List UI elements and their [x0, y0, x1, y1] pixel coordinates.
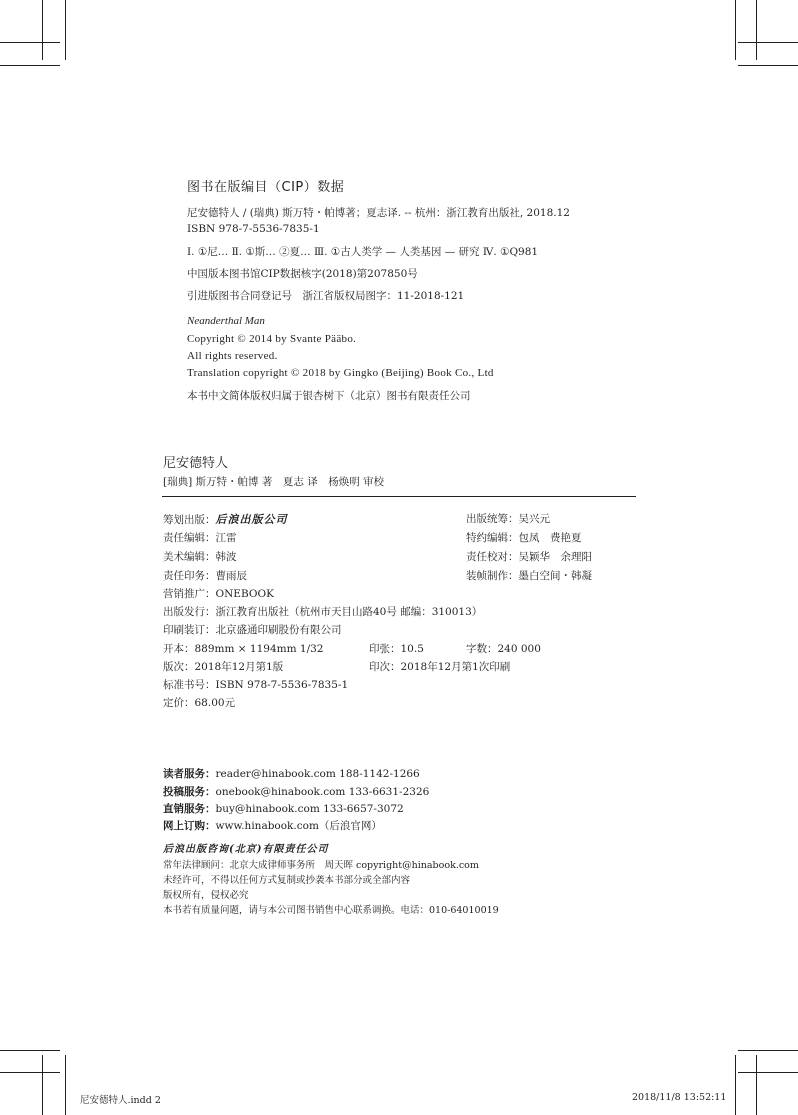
planner-row [163, 511, 288, 527]
crop-mark-top-left-h2 [0, 65, 60, 66]
legal-line-1: 常年法律顾问：北京大成律师事务所 周天晖 copyright@hinabook.com [163, 860, 479, 871]
divider-line [162, 496, 636, 497]
crop-mark-top-left-v [42, 0, 43, 60]
crop-mark-top-right-v2 [756, 0, 757, 60]
hinabook-logo: 后浪出版公司 [215, 513, 288, 526]
price-info: 定价：68.00元 [163, 697, 236, 709]
crop-mark-bottom-left-v2 [65, 1055, 66, 1115]
credit-left-3: 责任印务：曹雨辰 [163, 570, 247, 582]
planner-label: 筹划出版： [163, 514, 216, 526]
credit-left-4: 营销推广：ONEBOOK [163, 588, 274, 600]
crop-mark-top-right-v [735, 0, 736, 60]
words-info: 字数：240 000 [466, 643, 541, 655]
cip-line-1: 尼安德特人 / (瑞典) 斯万特・帕博著；夏志译. -- 杭州：浙江教育出版社, 2018.12 [187, 207, 570, 219]
crop-mark-top-right-h [738, 42, 798, 43]
crop-mark-top-right-h2 [738, 65, 798, 66]
credit-left-6: 印刷装订：北京盛通印刷股份有限公司 [163, 624, 342, 636]
crop-mark-top-left-v2 [65, 0, 66, 60]
crop-mark-bottom-right-v [735, 1055, 736, 1115]
legal-line-2: 未经许可，不得以任何方式复制或抄袭本书部分或全部内容 [163, 875, 411, 886]
crop-mark-bottom-right-h [738, 1050, 798, 1051]
crop-mark-bottom-right-h2 [738, 1072, 798, 1073]
service-value: onebook@hinabook.com 133-6631-2326 [215, 786, 430, 798]
crop-mark-top-left-h [0, 42, 60, 43]
service-label: 读者服务： [163, 768, 216, 780]
english-title: Neanderthal Man [187, 315, 265, 327]
legal-line-3: 版权所有，侵权必究 [163, 890, 249, 901]
service-value: buy@hinabook.com 133-6657-3072 [215, 803, 404, 815]
crop-mark-bottom-left-h [0, 1050, 60, 1051]
hinabook-consulting-logo: 后浪出版咨询(北京)有限责任公司 [163, 844, 329, 855]
credit-left-2: 美术编辑：韩波 [163, 551, 237, 563]
sheets-info: 印张：10.5 [369, 643, 424, 655]
english-line-2: All rights reserved. [187, 350, 278, 362]
service-row-submission [163, 784, 429, 799]
credit-right-4: 装帧制作：墨白空间・韩凝 [466, 570, 592, 582]
cip-line-3: Ⅰ. ①尼… Ⅱ. ①斯… ②夏… Ⅲ. ①古人类学 — 人类基因 — 研究 Ⅳ. ①Q981 [187, 246, 539, 258]
crop-mark-bottom-left-v [42, 1055, 43, 1115]
edition-info: 版次：2018年12月第1版 [163, 661, 284, 673]
service-row-direct [163, 801, 404, 816]
format-info: 开本：889mm × 1194mm 1/32 [163, 643, 324, 655]
crop-mark-bottom-right-v2 [756, 1055, 757, 1115]
cip-line-2: ISBN 978-7-5536-7835-1 [187, 223, 320, 235]
service-value: reader@hinabook.com 188-1142-1266 [215, 768, 420, 780]
cip-heading: 图书在版编目（CIP）数据 [187, 180, 345, 195]
cip-line-4: 中国版本图书馆CIP数据核字(2018)第207850号 [187, 268, 418, 280]
book-title: 尼安德特人 [163, 456, 229, 471]
service-row-online [163, 818, 382, 833]
english-line-1: Copyright © 2014 by Svante Pääbo. [187, 333, 357, 345]
service-label: 网上订购： [163, 820, 216, 832]
service-value: www.hinabook.com（后浪官网） [215, 820, 382, 832]
service-row-reader [163, 766, 420, 781]
printing-info: 印次：2018年12月第1次印刷 [369, 661, 511, 673]
isbn-info: 标准书号：ISBN 978-7-5536-7835-1 [163, 679, 349, 691]
credit-right-1: 出版统筹：吴兴元 [466, 513, 550, 525]
cip-line-5: 引进版图书合同登记号 浙江省版权局图字：11-2018-121 [187, 290, 465, 302]
file-slug: 尼安德特人.indd 2 [80, 1095, 161, 1106]
service-label: 直销服务： [163, 803, 216, 815]
service-label: 投稿服务： [163, 786, 216, 798]
legal-line-4: 本书若有质量问题，请与本公司图书销售中心联系调换。电话：010-64010019 [163, 905, 499, 916]
book-authors: [瑞典] 斯万特・帕博 著 夏志 译 杨焕明 审校 [163, 476, 385, 488]
rights-note: 本书中文简体版权归属于银杏树下（北京）图书有限责任公司 [187, 390, 471, 402]
english-line-3: Translation copyright © 2018 by Gingko (Beijing) Book Co., Ltd [187, 367, 494, 379]
credit-right-3: 责任校对：吴颖华 余理阳 [466, 551, 592, 563]
credit-left-1: 责任编辑：江雷 [163, 532, 237, 544]
credit-left-5: 出版发行：浙江教育出版社（杭州市天目山路40号 邮编：310013） [163, 606, 483, 618]
crop-mark-bottom-left-h2 [0, 1072, 60, 1073]
credit-right-2: 特约编辑：包凤 费艳夏 [466, 532, 582, 544]
file-timestamp: 2018/11/8 13:52:11 [632, 1092, 727, 1103]
